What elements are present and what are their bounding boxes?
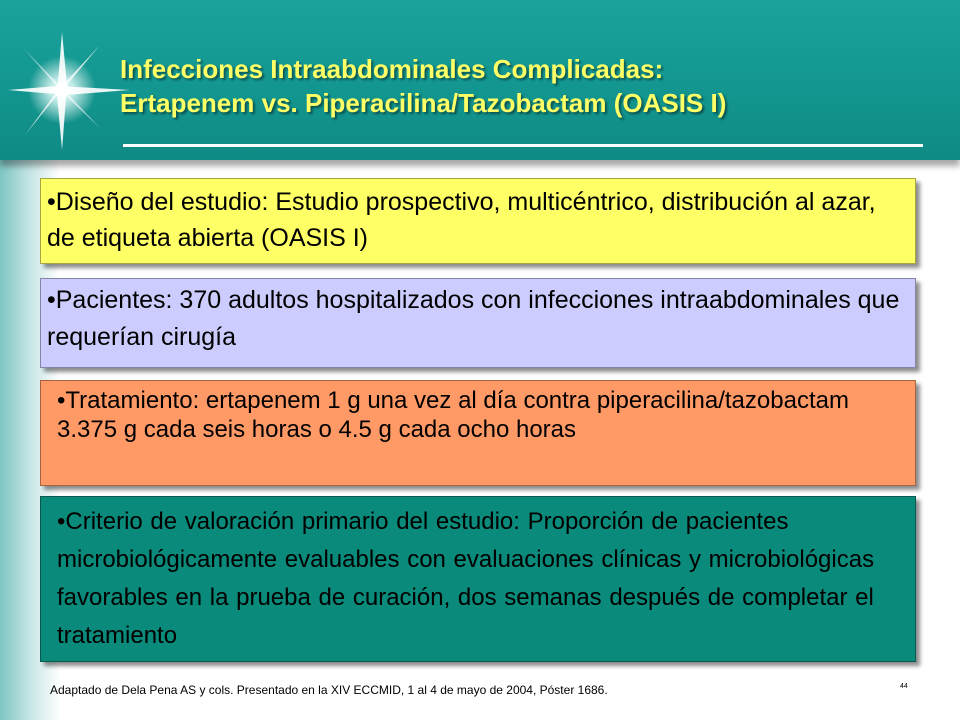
- treatment-box: [40, 380, 916, 486]
- slide-title: [120, 52, 940, 120]
- title-line-2: Ertapenem vs. Piperacilina/Tazobactam (OASIS I): [120, 88, 727, 118]
- patients-box: [40, 278, 916, 368]
- primary-endpoint-text: •Criterio de valoración primario del estudio: Proporción de pacientes microbiológicamente evaluables con evaluaciones clínicas y microbiológicas favorables en la prueba de curación, dos semanas después de completar el tratamiento: [57, 508, 875, 649]
- page-number: 44: [900, 683, 908, 690]
- treatment-text: •Tratamiento: ertapenem 1 g una vez al día contra piperacilina/tazobactam 3.375 g cada seis horas o 4.5 g cada ocho horas: [57, 387, 849, 443]
- primary-endpoint-box: [40, 496, 916, 662]
- sparkle-star-icon: [0, 10, 140, 160]
- title-line-1: Infecciones Intraabdominales Complicadas:: [120, 54, 664, 84]
- study-design-text: •Diseño del estudio: Estudio prospectivo, multicéntrico, distribución al azar, de etiqueta abierta (OASIS I): [47, 188, 876, 252]
- study-design-box: [40, 178, 916, 264]
- patients-text: •Pacientes: 370 adultos hospitalizados con infecciones intraabdominales que requerían cirugía: [47, 286, 900, 351]
- title-banner: [0, 0, 960, 160]
- source-footnote: Adaptado de Dela Pena AS y cols. Presentado en la XIV ECCMID, 1 al 4 de mayo de 2004, Póster 1686.: [50, 683, 608, 697]
- title-underline: [123, 144, 923, 147]
